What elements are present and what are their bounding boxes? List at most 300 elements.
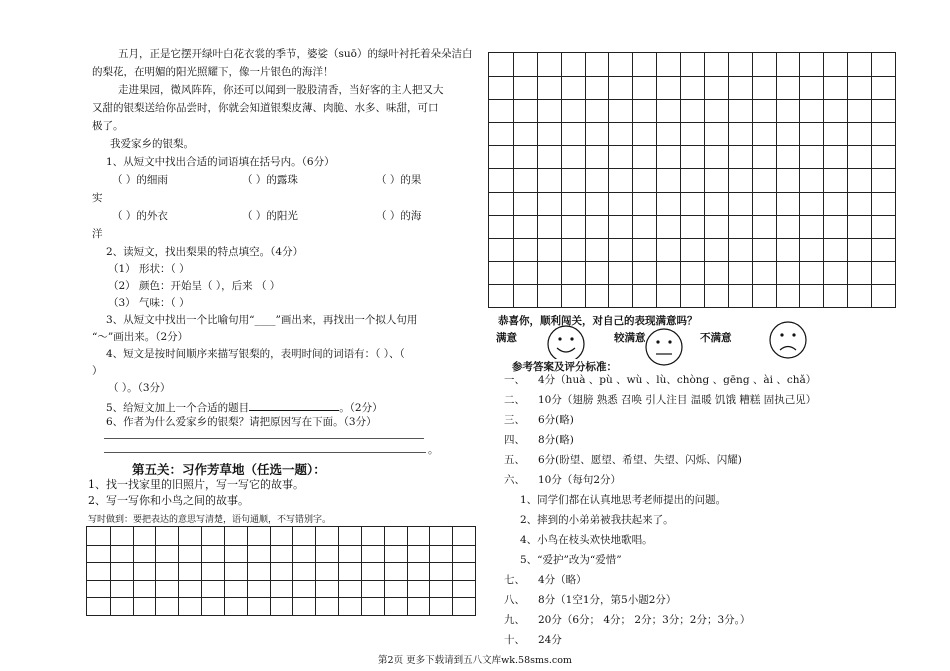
question-1: 1、从短文中找出合适的词语填在括号内。（6分）: [106, 156, 335, 168]
grid-cell: [704, 168, 729, 192]
grid-cell: [489, 238, 514, 262]
grid-cell: [871, 192, 896, 216]
grid-cell: [561, 53, 586, 77]
grid-cell: [656, 53, 681, 77]
grid-cell: [561, 284, 586, 308]
grid-cell: [799, 261, 824, 285]
grid-cell: [847, 215, 872, 239]
grid-cell: [871, 122, 896, 146]
grid-cell: [799, 99, 824, 123]
grid-cell: [178, 527, 202, 546]
blank-fill: （ ）的海: [376, 210, 422, 222]
grid-cell: [680, 261, 705, 285]
grid-cell: [513, 215, 538, 239]
writing-grid: [488, 52, 896, 308]
grid-cell: [224, 597, 248, 616]
grid-cell: [537, 145, 562, 169]
grid-cell: [704, 53, 729, 77]
grid-cell: [799, 76, 824, 100]
grid-cell: [799, 238, 824, 262]
answer-item: 20分（6分； 4分； 2分；3分；2分；3分。）: [538, 614, 751, 626]
grid-cell: [680, 145, 705, 169]
grid-cell: [489, 145, 514, 169]
grid-cell: [513, 238, 538, 262]
grid-cell: [513, 76, 538, 100]
grid-cell: [847, 261, 872, 285]
grid-cell: [728, 76, 753, 100]
grid-cell: [799, 122, 824, 146]
grid-cell: [776, 192, 801, 216]
question-3: 3、从短文中找出一个比喻句用“____”画出来，再找出一个拟人句用: [106, 314, 418, 326]
grid-cell: [561, 238, 586, 262]
answer-num: 二、: [504, 394, 525, 406]
grid-cell: [680, 99, 705, 123]
question-2-item: （1） 形状：（ ）: [108, 263, 190, 275]
grid-cell: [537, 261, 562, 285]
grid-cell: [338, 527, 362, 546]
question-2-item: （2） 颜色：开始呈（ ），后来 （ ）: [108, 280, 281, 292]
grid-cell: [338, 562, 362, 581]
grid-cell: [201, 580, 225, 599]
grid-cell: [537, 168, 562, 192]
grid-cell: [704, 215, 729, 239]
grid-cell: [704, 76, 729, 100]
grid-cell: [871, 99, 896, 123]
passage-line: 极了。: [92, 120, 124, 132]
grid-cell: [537, 238, 562, 262]
grid-cell: [429, 597, 453, 616]
grid-cell: [656, 145, 681, 169]
grid-cell: [776, 76, 801, 100]
grid-cell: [680, 215, 705, 239]
grid-cell: [776, 53, 801, 77]
grid-cell: [632, 261, 657, 285]
grid-cell: [201, 597, 225, 616]
grid-cell: [823, 284, 848, 308]
grid-cell: [537, 122, 562, 146]
question-2-item: （3） 气味：（ ）: [108, 297, 190, 309]
grid-cell: [752, 215, 777, 239]
grid-cell: [585, 284, 610, 308]
grid-cell: [513, 145, 538, 169]
grid-cell: [178, 597, 202, 616]
grid-cell: [847, 145, 872, 169]
grid-cell: [847, 284, 872, 308]
answer-item: 8分（1空1分，第5小题2分）: [538, 594, 677, 606]
grid-cell: [513, 168, 538, 192]
grid-cell: [871, 53, 896, 77]
grid-cell: [201, 527, 225, 546]
grid-cell: [452, 580, 476, 599]
grid-cell: [656, 122, 681, 146]
grid-cell: [585, 192, 610, 216]
grid-cell: [247, 597, 271, 616]
grid-cell: [871, 168, 896, 192]
grid-cell: [728, 53, 753, 77]
question-4: 4、短文是按时间顺序来描写银梨的，表明时间的词语有：（ ）、（: [106, 348, 405, 360]
grid-cell: [704, 284, 729, 308]
grid-cell: [632, 168, 657, 192]
grid-cell: [178, 562, 202, 581]
grid-cell: [585, 238, 610, 262]
answer-num: 一、: [504, 374, 525, 386]
grid-cell: [133, 527, 157, 546]
grid-cell: [776, 145, 801, 169]
grid-cell: [489, 122, 514, 146]
grid-cell: [133, 580, 157, 599]
answer-num: 三、: [504, 414, 525, 426]
answer-item: 4分（huà 、pù 、wù 、lù、chòng 、gēng 、ài 、chǎ）: [538, 374, 817, 386]
section-title: 第五关：习作芳草地（任选一题）：: [132, 462, 326, 477]
feedback-title: 恭喜你，顺利闯关，对自己的表现满意吗？: [498, 315, 698, 327]
grid-cell: [823, 215, 848, 239]
grid-cell: [561, 145, 586, 169]
grid-cell: [871, 238, 896, 262]
grid-cell: [315, 545, 339, 564]
writing-option: 2、写一写你和小鸟之间的故事。: [88, 494, 249, 507]
grid-cell: [680, 53, 705, 77]
grid-cell: [489, 284, 514, 308]
answer-num: 五、: [504, 454, 525, 466]
grid-cell: [776, 168, 801, 192]
grid-cell: [608, 284, 633, 308]
grid-cell: [315, 562, 339, 581]
blank-fill: （ ）的外衣: [112, 210, 168, 222]
grid-cell: [847, 122, 872, 146]
grid-cell: [656, 261, 681, 285]
grid-cell: [407, 580, 431, 599]
question-4: ）: [92, 365, 103, 377]
blank-fill: （ ）的露珠: [242, 174, 298, 186]
grid-cell: [823, 122, 848, 146]
grid-cell: [270, 545, 294, 564]
grid-cell: [608, 261, 633, 285]
grid-cell: [110, 597, 134, 616]
grid-cell: [728, 238, 753, 262]
grid-cell: [489, 53, 514, 77]
grid-cell: [799, 192, 824, 216]
grid-cell: [338, 580, 362, 599]
grid-cell: [752, 284, 777, 308]
answer-item: 6分(盼望、愿望、希望、失望、闪烁、闪耀): [538, 454, 742, 466]
answer-subitem: 1、同学们都在认真地思考老师提出的问题。: [520, 494, 727, 506]
grid-cell: [384, 545, 408, 564]
grid-cell: [823, 145, 848, 169]
grid-cell: [224, 562, 248, 581]
grid-cell: [752, 168, 777, 192]
grid-cell: [799, 284, 824, 308]
grid-cell: [361, 597, 385, 616]
grid-cell: [292, 580, 316, 599]
grid-cell: [847, 76, 872, 100]
grid-cell: [728, 261, 753, 285]
grid-cell: [656, 238, 681, 262]
grid-cell: [247, 580, 271, 599]
grid-cell: [561, 168, 586, 192]
grid-cell: [407, 527, 431, 546]
sad-face-icon[interactable]: [768, 320, 808, 360]
grid-cell: [608, 145, 633, 169]
grid-cell: [799, 215, 824, 239]
grid-cell: [680, 284, 705, 308]
grid-cell: [632, 238, 657, 262]
grid-cell: [429, 527, 453, 546]
grid-cell: [178, 580, 202, 599]
answer-subitem: 2、摔到的小弟弟被我扶起来了。: [520, 514, 674, 526]
grid-cell: [823, 261, 848, 285]
grid-cell: [270, 562, 294, 581]
grid-cell: [799, 145, 824, 169]
grid-cell: [201, 545, 225, 564]
grid-cell: [110, 580, 134, 599]
grid-cell: [513, 192, 538, 216]
question-5: 5、给短文加上一个合适的题目 。（2分）: [106, 399, 383, 415]
question-2: 2、读短文，找出梨果的特点填空。（4分）: [106, 246, 304, 258]
grid-cell: [871, 215, 896, 239]
grid-cell: [608, 99, 633, 123]
grid-cell: [847, 192, 872, 216]
grid-cell: [632, 284, 657, 308]
grid-cell: [728, 145, 753, 169]
grid-cell: [513, 53, 538, 77]
blank-fill: （ ）的细雨: [112, 174, 168, 186]
answer-item: 10分（翅膀 熟悉 召唤 引人注目 温暖 饥饿 糟糕 固执己见）: [538, 394, 817, 406]
grid-cell: [847, 53, 872, 77]
grid-cell: [537, 284, 562, 308]
grid-cell: [133, 562, 157, 581]
grid-cell: [608, 168, 633, 192]
grid-cell: [155, 580, 179, 599]
question-4: （ ）。（3分）: [108, 382, 171, 394]
grid-cell: [608, 192, 633, 216]
grid-cell: [799, 168, 824, 192]
grid-cell: [384, 580, 408, 599]
grid-cell: [728, 192, 753, 216]
grid-cell: [489, 168, 514, 192]
grid-cell: [513, 261, 538, 285]
grid-cell: [155, 597, 179, 616]
grid-cell: [823, 192, 848, 216]
grid-cell: [847, 99, 872, 123]
grid-cell: [776, 284, 801, 308]
grid-cell: [632, 76, 657, 100]
grid-cell: [847, 238, 872, 262]
grid-cell: [585, 145, 610, 169]
grid-cell: [823, 76, 848, 100]
grid-cell: [656, 99, 681, 123]
grid-cell: [537, 215, 562, 239]
grid-cell: [680, 122, 705, 146]
grid-cell: [247, 527, 271, 546]
answer-item: 24分: [538, 634, 562, 646]
grid-cell: [752, 261, 777, 285]
grid-cell: [847, 168, 872, 192]
grid-cell: [537, 53, 562, 77]
grid-cell: [489, 261, 514, 285]
grid-cell: [110, 545, 134, 564]
grid-cell: [608, 122, 633, 146]
grid-cell: [704, 261, 729, 285]
grid-cell: [776, 238, 801, 262]
page-footer: 第2页 更多下载请到五八文库wk.58sms.com: [378, 655, 572, 666]
answer-item: 4分（略）: [538, 574, 587, 586]
grid-cell: [361, 580, 385, 599]
grid-cell: [656, 168, 681, 192]
grid-cell: [429, 545, 453, 564]
grid-cell: [704, 192, 729, 216]
grid-cell: [561, 122, 586, 146]
answer-subitem: 5、“爱护”改为“爱惜”: [520, 554, 622, 566]
grid-cell: [585, 261, 610, 285]
grid-cell: [704, 145, 729, 169]
grid-cell: [871, 76, 896, 100]
grid-cell: [247, 562, 271, 581]
grid-cell: [608, 215, 633, 239]
grid-cell: [384, 562, 408, 581]
grid-cell: [292, 545, 316, 564]
answer-line-end: 。: [428, 444, 439, 456]
grid-cell: [752, 53, 777, 77]
grid-cell: [704, 122, 729, 146]
grid-cell: [704, 99, 729, 123]
grid-cell: [87, 527, 111, 546]
grid-cell: [110, 527, 134, 546]
grid-cell: [561, 99, 586, 123]
grid-cell: [871, 145, 896, 169]
grid-cell: [632, 215, 657, 239]
grid-cell: [776, 99, 801, 123]
smiley-face-icon[interactable]: [546, 324, 586, 364]
grid-cell: [728, 284, 753, 308]
grid-cell: [87, 597, 111, 616]
grid-cell: [452, 527, 476, 546]
grid-cell: [537, 99, 562, 123]
grid-cell: [752, 145, 777, 169]
answer-subitem: 4、小鸟在枝头欢快地歌唱。: [520, 534, 653, 546]
grid-cell: [224, 580, 248, 599]
grid-cell: [776, 261, 801, 285]
feedback-satisfied-label: 满意: [496, 332, 517, 344]
answer-num: 八、: [504, 594, 525, 606]
grid-cell: [680, 76, 705, 100]
grid-cell: [608, 76, 633, 100]
grid-cell: [270, 580, 294, 599]
grid-cell: [704, 238, 729, 262]
grid-cell: [680, 238, 705, 262]
grid-cell: [489, 76, 514, 100]
grid-cell: [338, 597, 362, 616]
grid-cell: [452, 597, 476, 616]
grid-cell: [361, 545, 385, 564]
feedback-unsatisfied-label: 不满意: [700, 332, 732, 344]
title-blank: [249, 399, 339, 411]
answer-line: [104, 452, 426, 453]
grid-cell: [728, 168, 753, 192]
grid-cell: [680, 168, 705, 192]
grid-cell: [452, 562, 476, 581]
passage-line: 我爱家乡的银梨。: [110, 138, 194, 150]
writing-option: 1、找一找家里的旧照片，写一写它的故事。: [88, 478, 304, 491]
grid-cell: [133, 597, 157, 616]
answer-item: 10分（每句2分）: [538, 474, 622, 486]
grid-cell: [680, 192, 705, 216]
grid-cell: [752, 122, 777, 146]
answer-num: 七、: [504, 574, 525, 586]
grid-cell: [656, 215, 681, 239]
grid-cell: [110, 562, 134, 581]
grid-cell: [429, 580, 453, 599]
grid-cell: [585, 99, 610, 123]
grid-cell: [632, 99, 657, 123]
grid-cell: [155, 527, 179, 546]
neutral-face-icon[interactable]: [644, 327, 684, 367]
grid-cell: [315, 597, 339, 616]
passage-line: 的梨花，在明媚的阳光照耀下，像一片银色的海洋！: [92, 66, 334, 78]
grid-cell: [871, 261, 896, 285]
grid-cell: [561, 192, 586, 216]
grid-cell: [133, 545, 157, 564]
grid-cell: [585, 53, 610, 77]
grid-cell: [608, 238, 633, 262]
grid-cell: [407, 562, 431, 581]
grid-cell: [585, 215, 610, 239]
grid-cell: [585, 122, 610, 146]
grid-cell: [224, 545, 248, 564]
grid-cell: [585, 168, 610, 192]
grid-cell: [489, 192, 514, 216]
grid-cell: [799, 53, 824, 77]
grid-cell: [537, 192, 562, 216]
grid-cell: [776, 122, 801, 146]
answer-num: 九、: [504, 614, 525, 626]
grid-cell: [561, 261, 586, 285]
grid-cell: [178, 545, 202, 564]
passage-line: 五月，正是它摆开绿叶白花衣裳的季节，婆娑（suō）的绿叶衬托着朵朵洁白: [118, 48, 473, 60]
grid-cell: [561, 76, 586, 100]
grid-cell: [247, 545, 271, 564]
grid-cell: [823, 53, 848, 77]
grid-cell: [728, 99, 753, 123]
grid-cell: [513, 99, 538, 123]
feedback-fair-label: 较满意: [614, 332, 646, 344]
grid-cell: [292, 527, 316, 546]
grid-cell: [87, 580, 111, 599]
grid-cell: [656, 192, 681, 216]
grid-cell: [384, 527, 408, 546]
question-6: 6、作者为什么爱家乡的银梨？请把原因写在下面。（3分）: [106, 416, 377, 428]
answer-num: 六、: [504, 474, 525, 486]
grid-cell: [429, 562, 453, 581]
grid-cell: [823, 238, 848, 262]
grid-cell: [292, 562, 316, 581]
grid-cell: [513, 284, 538, 308]
blank-fill: （ ）的阳光: [242, 210, 298, 222]
grid-cell: [407, 597, 431, 616]
grid-cell: [315, 580, 339, 599]
grid-cell: [823, 99, 848, 123]
grid-cell: [632, 122, 657, 146]
grid-cell: [585, 76, 610, 100]
grid-cell: [361, 562, 385, 581]
grid-cell: [752, 99, 777, 123]
grid-cell: [87, 562, 111, 581]
grid-cell: [155, 545, 179, 564]
question-3: “～”画出来。（2分）: [92, 331, 189, 343]
answers-title: 参考答案及评分标准：: [512, 361, 617, 373]
passage-line: 又甜的银梨送给你品尝时，你就会知道银梨皮薄、肉脆、水多、味甜，可口: [92, 102, 439, 114]
passage-line: 走进果园，微风阵阵，你还可以闻到一股股清香，当好客的主人把又大: [118, 84, 444, 96]
blank-fill: （ ）的果: [376, 174, 422, 186]
